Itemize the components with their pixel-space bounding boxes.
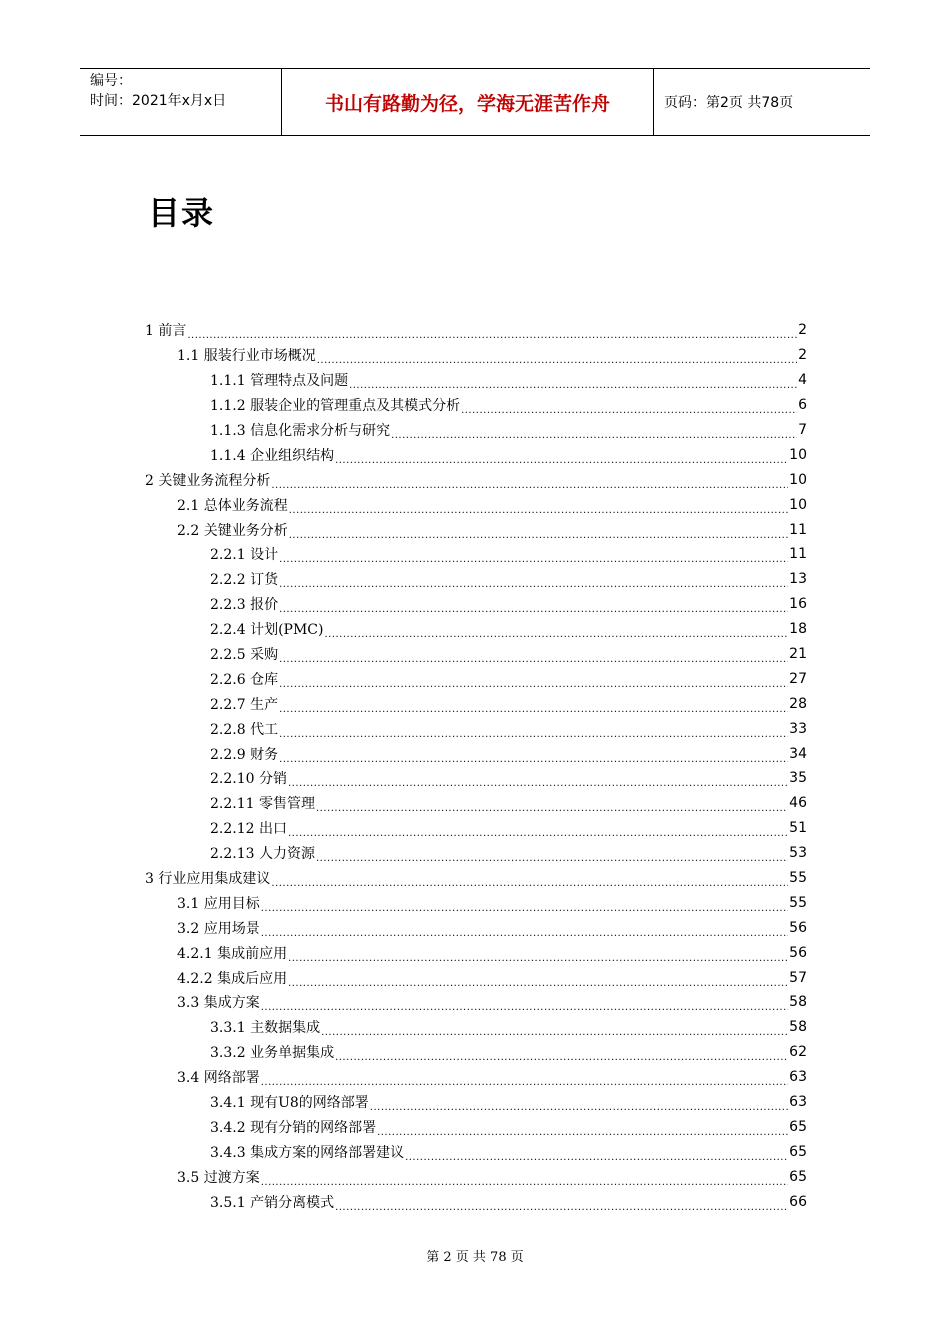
toc-dot-leader [288,949,788,963]
toc-entry-label: 2.2.13 人力资源 [210,846,315,863]
toc-dot-leader [279,600,788,614]
toc-dot-leader [321,1023,788,1037]
toc-dot-leader [279,725,788,739]
toc-dot-leader [279,750,788,764]
toc-entry-page: 2 [798,322,807,339]
toc-entry-label: 2.2.1 设计 [210,547,279,564]
toc-dot-leader [271,874,788,888]
toc-dot-leader [349,376,797,390]
header-meta [80,69,282,135]
toc-dot-leader [324,625,788,639]
toc-entry-page: 53 [789,845,807,862]
toc-entry-page: 58 [789,1019,807,1036]
toc-entry[interactable] [145,1164,807,1189]
toc-entry-label: 3.4 网络部署 [177,1070,260,1087]
toc-entry-page: 10 [789,446,807,463]
footer-page-text: 第 2 页 共 78 页 [426,1250,524,1265]
toc-entry-label: 2.2.7 生产 [210,696,279,713]
toc-entry-page: 10 [789,471,807,488]
toc-entry[interactable] [145,1139,807,1164]
toc-entry-label: 2.2.8 代工 [210,721,279,738]
toc-entry-label: 3.5 过渡方案 [177,1169,260,1186]
toc-entry[interactable] [145,617,807,642]
toc-dot-leader [279,700,788,714]
toc-entry-page: 66 [789,1193,807,1210]
toc-entry-page: 2 [798,347,807,364]
date-line: 时间：2021年x月x日 [90,93,227,109]
toc-entry-label: 1.1.1 管理特点及问题 [210,373,349,390]
toc-entry-label: 2.2.5 采购 [210,647,279,664]
toc-entry-page: 16 [789,596,807,613]
toc-entry[interactable] [145,1040,807,1065]
toc-entry-label: 3.3 集成方案 [177,995,260,1012]
toc-entry-label: 3.3.2 业务单据集成 [210,1045,335,1062]
toc-entry-label: 2.2 关键业务分析 [177,522,288,539]
toc-dot-leader [370,1098,788,1112]
toc-entry-page: 55 [789,894,807,911]
toc-entry[interactable] [145,318,807,343]
toc-entry[interactable] [145,1015,807,1040]
toc-entry-page: 13 [789,571,807,588]
toc-entry-page: 27 [789,670,807,687]
toc-entry[interactable] [145,592,807,617]
toc-entry-label: 2.2.10 分销 [210,771,287,788]
toc-entry-label: 3.4.3 集成方案的网络部署建议 [210,1144,405,1161]
toc-dot-leader [461,401,797,415]
toc-entry-page: 65 [789,1168,807,1185]
toc-title: 目录 [148,194,215,232]
toc-entry-page: 6 [798,397,807,414]
toc-dot-leader [317,351,797,365]
toc-entry-label: 3.5.1 产销分离模式 [210,1194,335,1211]
page-info-text: 页码：第2页 共78页 [664,95,794,111]
toc-dot-leader [279,575,788,589]
toc-entry[interactable] [145,791,807,816]
toc-dot-leader [288,824,788,838]
serial-label: 编号： [90,73,132,89]
toc-dot-leader [271,476,788,490]
toc-dot-leader [289,526,788,540]
toc-entry-label: 4.2.2 集成后应用 [177,970,288,987]
toc-dot-leader [335,1198,788,1212]
toc-entry-page: 11 [789,546,807,563]
toc-entry[interactable] [145,517,807,542]
toc-entry[interactable] [145,716,807,741]
toc-entry[interactable] [145,492,807,517]
header-motto [282,69,654,135]
toc-entry-label: 2.2.6 仓库 [210,671,279,688]
toc-entry-label: 2 关键业务流程分析 [145,472,271,489]
toc-entry-page: 18 [789,621,807,638]
page-footer [0,1246,950,1265]
toc-dot-leader [335,451,788,465]
toc-entry-label: 4.2.1 集成前应用 [177,945,288,962]
toc-entry-page: 51 [789,820,807,837]
toc-entry[interactable] [145,866,807,891]
toc-entry-label: 2.1 总体业务流程 [177,497,288,514]
toc-entry-page: 56 [789,919,807,936]
toc-entry[interactable] [145,816,807,841]
toc-dot-leader [316,849,788,863]
toc-entry-label: 3.4.1 现有U8的网络部署 [210,1095,369,1112]
toc-entry[interactable] [145,418,807,443]
page-header [80,68,870,136]
toc-entry-label: 3.1 应用目标 [177,895,260,912]
header-page-info [654,69,870,135]
toc-entry-label: 3.3.1 主数据集成 [210,1020,321,1037]
toc-entry-page: 65 [789,1118,807,1135]
toc-entry[interactable] [145,1090,807,1115]
toc-entry[interactable] [145,890,807,915]
toc-entry-page: 21 [789,646,807,663]
toc-entry-page: 56 [789,944,807,961]
toc-entry-page: 55 [789,870,807,887]
toc-dot-leader [279,675,788,689]
toc-dot-leader [288,774,788,788]
toc-entry-page: 65 [789,1143,807,1160]
toc-entry[interactable] [145,691,807,716]
toc-entry[interactable] [145,567,807,592]
toc-entry-page: 4 [798,372,807,389]
toc-entry-page: 62 [789,1044,807,1061]
toc-entry-label: 2.2.4 计划(PMC) [210,622,324,639]
toc-entry[interactable] [145,915,807,940]
table-of-contents [145,318,807,1214]
toc-dot-leader [261,899,788,913]
toc-entry-label: 2.2.9 财务 [210,746,279,763]
toc-dot-leader [187,326,797,340]
toc-entry-label: 2.2.3 报价 [210,597,279,614]
toc-entry-page: 35 [789,770,807,787]
toc-entry[interactable] [145,442,807,467]
toc-dot-leader [261,1173,788,1187]
toc-entry[interactable] [145,1065,807,1090]
toc-entry-label: 1 前言 [145,323,187,340]
toc-entry-label: 2.2.2 订货 [210,572,279,589]
toc-entry[interactable] [145,940,807,965]
toc-entry-page: 34 [789,745,807,762]
toc-dot-leader [261,924,788,938]
toc-entry[interactable] [145,841,807,866]
toc-entry-label: 1.1.3 信息化需求分析与研究 [210,423,391,439]
toc-entry-page: 58 [789,994,807,1011]
toc-entry[interactable] [145,1115,807,1140]
toc-entry[interactable] [145,542,807,567]
toc-entry[interactable] [145,642,807,667]
toc-dot-leader [391,426,797,440]
toc-dot-leader [289,501,788,515]
toc-entry[interactable] [145,666,807,691]
toc-entry-label: 2.2.12 出口 [210,821,287,838]
toc-dot-leader [279,550,788,564]
toc-dot-leader [405,1148,788,1162]
toc-entry[interactable] [145,467,807,492]
toc-entry-page: 33 [789,720,807,737]
toc-entry-page: 11 [789,521,807,538]
toc-entry[interactable] [145,343,807,368]
motto-text: 书山有路勤为径，学海无涯苦作舟 [324,92,610,115]
toc-dot-leader [288,974,788,988]
toc-entry-page: 28 [789,695,807,712]
toc-entry-page: 63 [789,1069,807,1086]
toc-dot-leader [279,650,788,664]
toc-entry-label: 2.2.11 零售管理 [210,796,315,813]
toc-entry-page: 46 [789,795,807,812]
toc-entry-label: 3.4.2 现有分销的网络部署 [210,1119,377,1136]
toc-entry[interactable] [145,368,807,393]
toc-entry[interactable] [145,393,807,418]
toc-entry-page: 10 [789,496,807,513]
toc-entry-page: 57 [789,969,807,986]
toc-entry-label: 3 行业应用集成建议 [145,871,271,888]
toc-entry-label: 3.2 应用场景 [177,920,260,937]
toc-dot-leader [261,998,788,1012]
toc-dot-leader [377,1123,788,1137]
toc-dot-leader [316,799,788,813]
toc-entry[interactable] [145,965,807,990]
toc-dot-leader [335,1048,788,1062]
toc-entry[interactable] [145,766,807,791]
toc-entry-label: 1.1.4 企业组织结构 [210,447,335,464]
toc-entry[interactable] [145,990,807,1015]
toc-entry-page: 7 [798,422,807,438]
toc-dot-leader [261,1073,788,1087]
toc-entry-page: 63 [789,1094,807,1111]
toc-entry-label: 1.1.2 服装企业的管理重点及其模式分析 [210,398,461,415]
toc-entry-label: 1.1 服装行业市场概况 [177,348,316,365]
toc-entry[interactable] [145,1189,807,1214]
toc-entry[interactable] [145,741,807,766]
